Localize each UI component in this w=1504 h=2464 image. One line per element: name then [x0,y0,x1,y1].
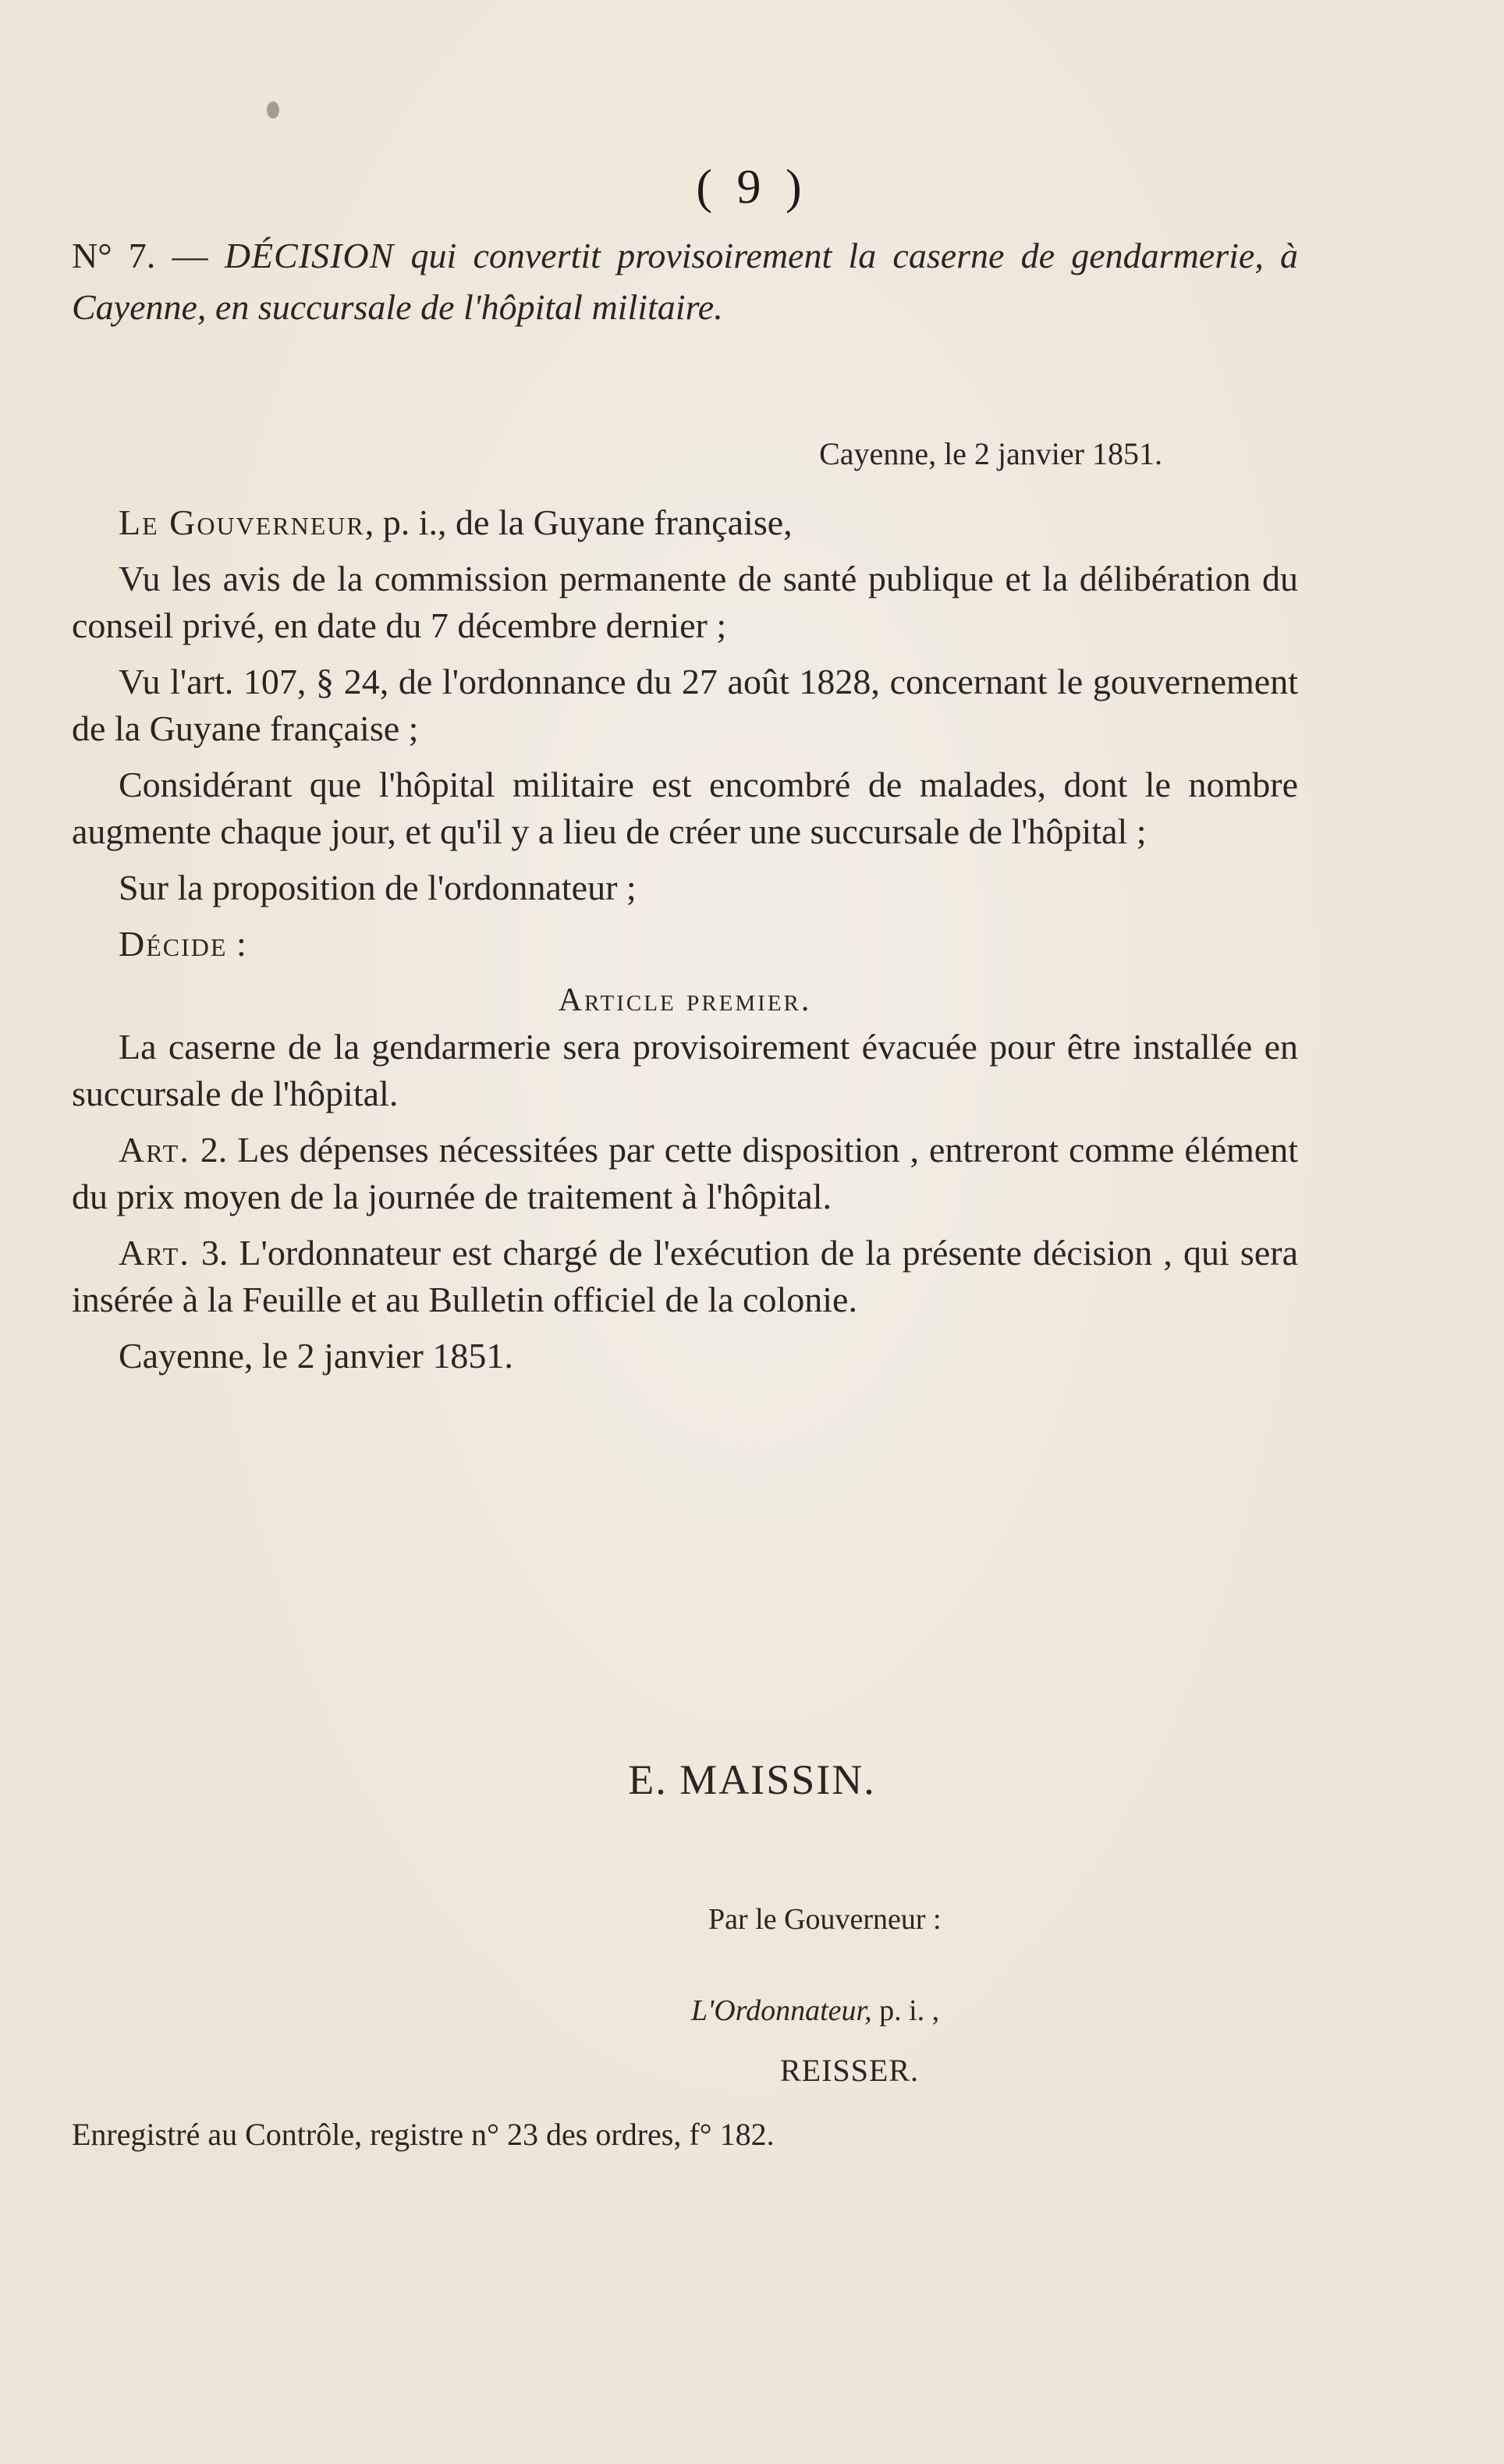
registry-note: Enregistré au Contrôle, registre n° 23 des ordres, f° 182. [72,2117,775,2152]
par-le-gouverneur: Par le Gouverneur : [708,1903,942,1936]
decide-colon: : [227,924,247,964]
ordonnateur-suffix: p. i. , [879,1994,940,2027]
ordonnateur-line [691,1994,939,2028]
article-3 [72,1230,1298,1323]
decide-lead: Décide [119,924,228,964]
decide-line [72,921,1298,967]
article-2-lead: Art. [119,1130,190,1170]
decision-body [72,499,1298,1389]
countersign-name: REISSER. [780,2053,920,2088]
governor-lead: Le Gouverneur [119,502,365,542]
decision-heading [72,230,1298,333]
governor-text: , p. i., de la Guyane française, [364,502,793,542]
article-2 [72,1127,1298,1220]
article-2-text: 2. Les dépenses nécessitées par cette disposition , entreront comme élément du prix moyen de la journée de traitement à l'hôpital. [72,1130,1298,1216]
closing-date: Cayenne, le 2 janvier 1851. [119,1336,513,1376]
dateline: Cayenne, le 2 janvier 1851. [819,436,1162,471]
heading-number: N° 7. — [72,236,208,275]
preamble-considerant: Considérant que l'hôpital militaire est encombré de malades, dont le nombre augmente chaque jour, et qu'il y a lieu de créer une succursale de l'hôpital ; [72,765,1298,851]
heading-title-word: DÉCISION [224,236,395,275]
preamble-governor [72,499,1298,546]
preamble-proposition: Sur la proposition de l'ordonnateur ; [119,868,637,907]
article-3-text: 3. L'ordonnateur est chargé de l'exécution de la présente décision , qui sera insérée à la Feuille et au Bulletin officiel de la colonie. [72,1233,1298,1319]
article-3-lead: Art. [119,1233,190,1273]
ordonnateur-title: L'Ordonnateur, [691,1994,872,2027]
ink-smudge [267,101,279,119]
preamble-vu-art: Vu l'art. 107, § 24, de l'ordonnance du 27 août 1828, concernant le gouvernement de la Guyane française ; [72,662,1298,748]
heading-title-rest: qui convertit provisoirement la caserne de gendarmerie, à Cayenne, en succursale de l'hôpital militaire. [72,236,1299,327]
preamble-vu-avis: Vu les avis de la commission permanente de santé publique et la délibération du conseil privé, en date du 7 décembre dernier ; [72,559,1298,645]
article-premier-title: Article premier. [558,982,812,1018]
page-number: ( 9 ) [696,161,808,214]
governor-signature: E. MAISSIN. [628,1756,876,1803]
article-premier-text: La caserne de la gendarmerie sera provisoirement évacuée pour être installée en succursale de l'hôpital. [72,1027,1298,1113]
